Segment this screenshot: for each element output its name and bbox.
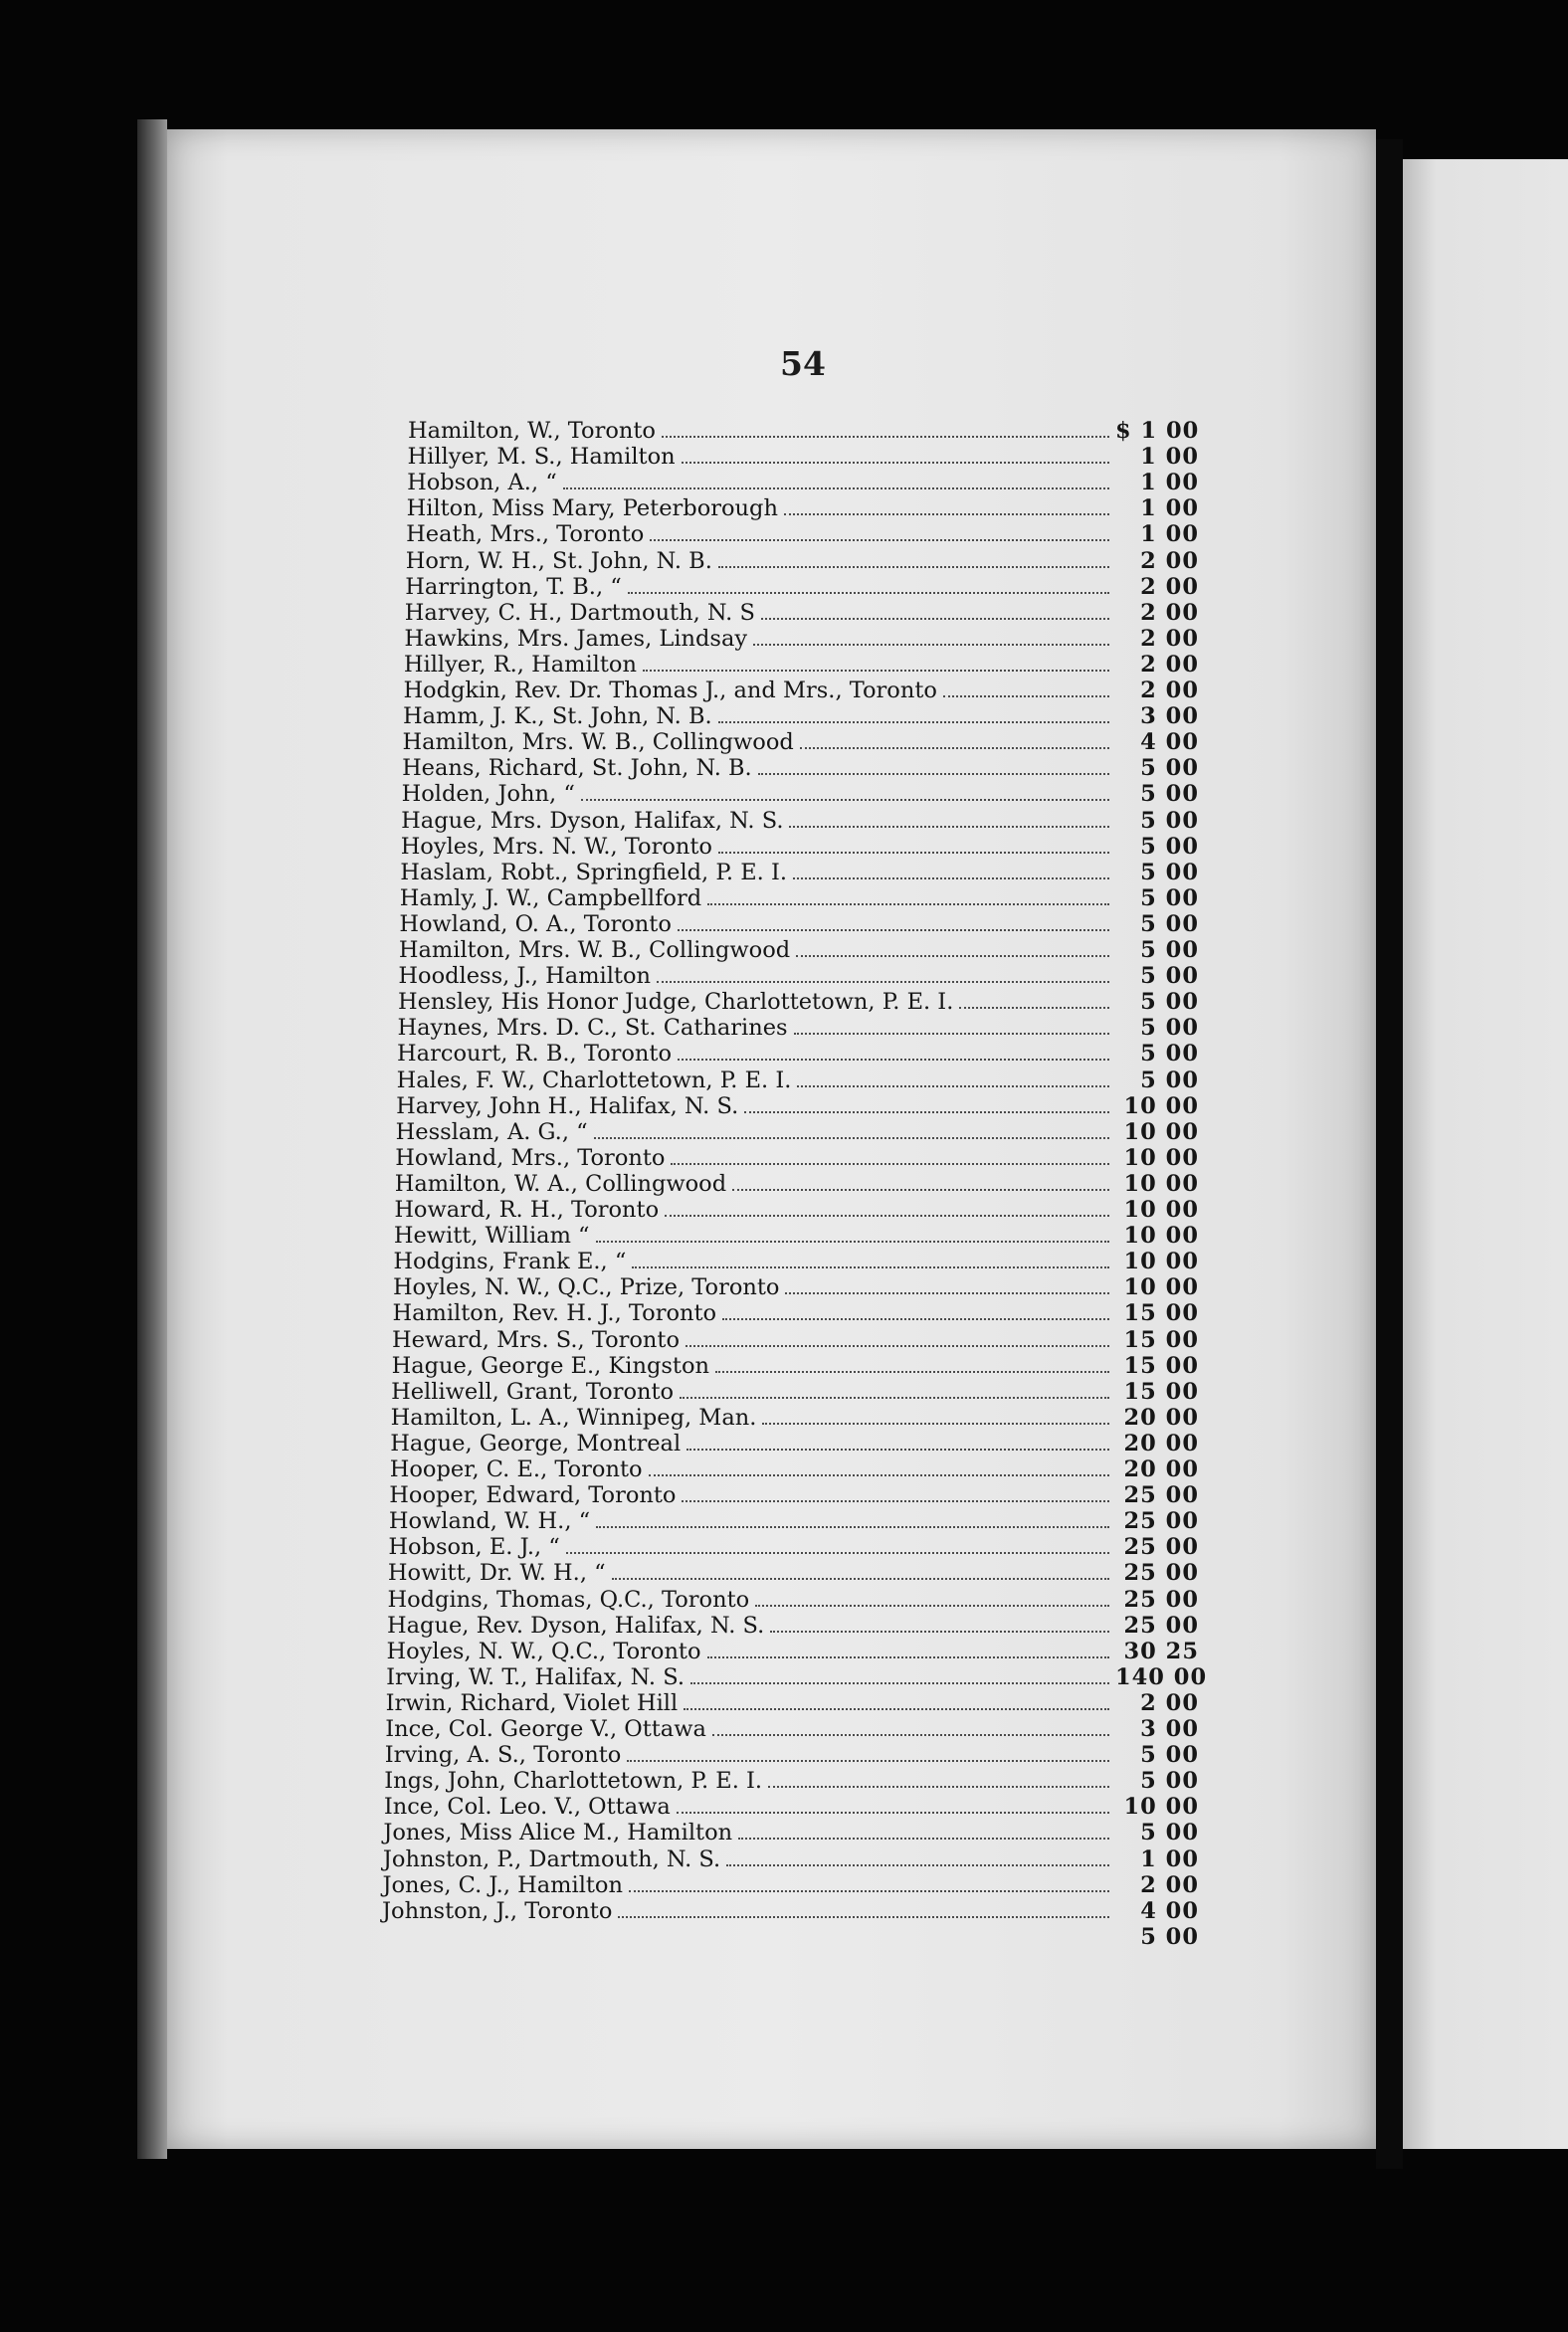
list-item [404, 626, 1199, 652]
donor-name: Heath, Mrs., Toronto [406, 521, 645, 548]
list-item [396, 1119, 1199, 1145]
donor-name: Howland, O. A., Toronto [399, 910, 672, 937]
donor-name: Hooper, Edward, Toronto [389, 1482, 677, 1509]
dot-leader [755, 1605, 1109, 1607]
donation-amount: 20 00 [1123, 1404, 1199, 1431]
dot-leader [682, 462, 1109, 464]
list-item [385, 1742, 1199, 1768]
donor-name: Howard, R. H., Toronto [394, 1197, 660, 1223]
dot-leader [797, 1085, 1109, 1087]
donation-amount: 10 00 [1123, 1197, 1199, 1223]
dot-leader [612, 1578, 1109, 1580]
donor-name: Haynes, Mrs. D. C., St. Catharines [397, 1015, 788, 1042]
dot-leader [671, 1163, 1109, 1165]
dot-leader [657, 981, 1109, 983]
dot-leader [793, 877, 1109, 879]
list-item [398, 963, 1199, 989]
list-item [390, 1457, 1199, 1482]
list-item [389, 1508, 1199, 1534]
list-item [407, 470, 1199, 495]
donor-name: Irving, W. T., Halifax, N. S. [386, 1663, 685, 1690]
list-item [399, 911, 1199, 937]
donation-amount: 2 00 [1140, 1689, 1199, 1716]
list-item [384, 1794, 1199, 1820]
dot-leader [690, 1682, 1109, 1684]
donation-amount: 5 00 [1140, 1041, 1199, 1068]
dot-leader [678, 1059, 1109, 1061]
donation-amount: 10 00 [1123, 1794, 1199, 1821]
dot-leader [643, 670, 1109, 672]
list-item [405, 574, 1199, 600]
donation-amount: 5 00 [1140, 1742, 1199, 1769]
donation-amount: 5 00 [1140, 989, 1199, 1016]
donation-amount: 10 00 [1123, 1223, 1199, 1250]
donation-amount: 30 25 [1123, 1638, 1199, 1664]
donation-amount: 4 00 [1140, 1897, 1199, 1924]
dot-leader [632, 1266, 1109, 1268]
list-item [387, 1639, 1199, 1664]
dot-leader [789, 826, 1109, 828]
dot-leader [722, 1318, 1109, 1320]
dot-leader [753, 644, 1109, 646]
donation-amount: 5 00 [1140, 884, 1199, 911]
donation-amount: 5 00 [1140, 1768, 1199, 1795]
donor-name: Hobson, E. J., “ [388, 1534, 560, 1561]
list-item [399, 937, 1199, 963]
donation-amount: 15 00 [1123, 1300, 1199, 1327]
dot-leader [768, 1786, 1109, 1788]
donor-name: Hobson, A., “ [407, 470, 557, 496]
dot-leader [581, 799, 1109, 801]
list-item [398, 989, 1199, 1015]
page-number: 54 [780, 344, 826, 383]
list-item [403, 678, 1199, 703]
list-item [388, 1534, 1199, 1560]
list-item [392, 1300, 1199, 1326]
list-item [391, 1379, 1199, 1405]
list-item [394, 1197, 1199, 1223]
dot-leader [732, 1189, 1109, 1191]
list-item [403, 729, 1199, 755]
donor-name: Howitt, Dr. W. H., “ [387, 1560, 606, 1587]
donor-name: Haslam, Robt., Springfield, P. E. I. [400, 859, 787, 885]
donation-amount: 5 00 [1140, 1015, 1199, 1042]
list-item [405, 600, 1199, 626]
donation-amount: 2 00 [1140, 1871, 1199, 1898]
donor-name: Harcourt, R. B., Toronto [397, 1041, 673, 1068]
dot-leader [662, 436, 1109, 438]
list-item [395, 1171, 1199, 1197]
donor-name: Howland, Mrs., Toronto [395, 1144, 666, 1171]
list-item [407, 495, 1199, 521]
list-item [398, 1015, 1199, 1041]
donation-amount: 5 00 [1140, 1923, 1199, 1950]
donor-name: Ince, Col. Leo. V., Ottawa [383, 1794, 671, 1821]
donation-amount: 25 00 [1123, 1560, 1199, 1587]
donation-amount: 2 00 [1140, 547, 1199, 574]
donor-name: Hague, Rev. Dyson, Halifax, N. S. [387, 1612, 765, 1639]
donor-name: Hoyles, Mrs. N. W., Toronto [400, 833, 712, 860]
donor-name: Hesslam, A. G., “ [395, 1118, 588, 1145]
donor-name: Heans, Richard, St. John, N. B. [402, 755, 752, 782]
donation-amount: 5 00 [1140, 1067, 1199, 1093]
donor-name: Hawkins, Mrs. James, Lindsay [404, 625, 748, 652]
donation-amount: 1 00 [1140, 495, 1199, 522]
donation-amount: 10 00 [1123, 1144, 1199, 1171]
list-item [392, 1327, 1199, 1353]
donor-name: Johnston, J., Toronto [382, 1897, 613, 1924]
donation-amount: 1 00 [1140, 521, 1199, 548]
dot-leader [618, 1916, 1109, 1918]
dot-leader [761, 618, 1109, 620]
dot-leader [718, 852, 1109, 854]
donor-name: Johnston, P., Dartmouth, N. S. [382, 1846, 721, 1872]
donor-name: Irving, A. S., Toronto [384, 1742, 622, 1769]
dot-leader [594, 1137, 1109, 1139]
donor-name: Hague, George, Montreal [390, 1430, 682, 1457]
list-item [394, 1223, 1199, 1249]
list-item [402, 781, 1199, 807]
list-item [383, 1846, 1199, 1872]
donor-name: Hague, Mrs. Dyson, Halifax, N. S. [401, 807, 784, 834]
donation-amount: 3 00 [1140, 1716, 1199, 1742]
donation-amount: 140 00 [1114, 1663, 1208, 1690]
donor-name: Jones, C. J., Hamilton [382, 1871, 623, 1898]
dot-leader [566, 1552, 1109, 1554]
donor-name: Horn, W. H., St. John, N. B. [405, 547, 712, 574]
dot-leader [628, 592, 1109, 594]
donor-name: Hamly, J. W., Campbellford [399, 884, 702, 911]
donation-amount: 10 00 [1123, 1092, 1199, 1119]
dot-leader [800, 747, 1109, 749]
dot-leader [785, 1292, 1109, 1294]
list-item [392, 1353, 1199, 1379]
donation-amount: 1 00 [1140, 470, 1199, 496]
donor-name: Hoyles, N. W., Q.C., Prize, Toronto [392, 1274, 780, 1301]
donor-name: Hensley, His Honor Judge, Charlottetown, P. E. I. [397, 989, 954, 1016]
dot-leader [596, 1526, 1109, 1528]
donor-name: Irwin, Richard, Violet Hill [385, 1689, 679, 1716]
donor-name: Hamilton, L. A., Winnipeg, Man. [390, 1404, 757, 1431]
donor-name: Ince, Col. George V., Ottawa [385, 1716, 706, 1742]
donation-amount: 20 00 [1123, 1457, 1199, 1482]
donor-name: Hamm, J. K., St. John, N. B. [402, 703, 712, 730]
donor-name: Howland, W. H., “ [388, 1508, 591, 1535]
list-item [387, 1613, 1199, 1639]
list-item [389, 1482, 1199, 1508]
donor-name: Heward, Mrs. S., Toronto [392, 1326, 681, 1353]
dot-leader [707, 903, 1109, 905]
dot-leader [943, 695, 1109, 697]
donor-name: Hewitt, William “ [393, 1223, 590, 1250]
dot-leader [629, 1890, 1109, 1892]
dot-leader [649, 1474, 1109, 1476]
donation-amount: 25 00 [1123, 1586, 1199, 1613]
donation-amount: 2 00 [1140, 573, 1199, 600]
donation-amount: 2 00 [1140, 651, 1199, 678]
donor-name: Hillyer, M. S., Hamilton [407, 444, 676, 471]
list-item [401, 834, 1199, 860]
donor-name: Hamilton, Mrs. W. B., Collingwood [402, 729, 794, 756]
dot-leader [563, 487, 1109, 489]
dot-leader [627, 1760, 1109, 1762]
list-item [391, 1405, 1199, 1431]
list-item [388, 1560, 1199, 1586]
donation-amount: 25 00 [1123, 1534, 1199, 1561]
donation-amount: 5 00 [1140, 1820, 1199, 1846]
donation-amount: 5 00 [1140, 937, 1199, 963]
dot-leader [959, 1007, 1109, 1009]
donation-amount: 2 00 [1140, 625, 1199, 652]
donor-name: Hamilton, W. A., Collingwood [394, 1170, 727, 1197]
dot-leader [650, 539, 1109, 541]
donor-name: Harrington, T. B., “ [405, 573, 622, 600]
donation-amount: 15 00 [1123, 1326, 1199, 1353]
donation-amount: 10 00 [1123, 1118, 1199, 1145]
dot-leader [718, 721, 1109, 723]
dot-leader [784, 513, 1109, 515]
list-item [378, 1924, 1199, 1950]
donation-amount: 5 00 [1140, 781, 1199, 808]
donation-amount: 25 00 [1123, 1612, 1199, 1639]
list-item [402, 755, 1199, 781]
dot-leader [686, 1345, 1109, 1347]
donation-amount: 5 00 [1140, 963, 1199, 990]
list-item [386, 1690, 1199, 1716]
donation-amount: 4 00 [1140, 729, 1199, 756]
donation-amount: $ 1 00 [1115, 418, 1200, 444]
list-item [387, 1587, 1199, 1613]
donor-name: Harvey, John H., Halifax, N. S. [396, 1092, 739, 1119]
donation-amount: 15 00 [1123, 1352, 1199, 1379]
dot-leader [762, 1423, 1109, 1425]
donation-amount: 2 00 [1140, 599, 1199, 626]
dot-leader [680, 1397, 1109, 1399]
dot-leader [796, 955, 1109, 957]
donor-name: Harvey, C. H., Dartmouth, N. S [404, 599, 755, 626]
list-item [406, 521, 1199, 547]
list-item [393, 1249, 1199, 1274]
donation-amount: 5 00 [1140, 807, 1199, 834]
dot-leader [738, 1838, 1109, 1840]
dot-leader [718, 566, 1109, 568]
donor-name: Hooper, C. E., Toronto [389, 1457, 643, 1482]
donor-name: Holden, John, “ [401, 781, 575, 808]
donor-name: Hoodless, J., Hamilton [398, 963, 652, 990]
list-item [400, 860, 1199, 885]
dot-leader [794, 1033, 1109, 1035]
list-item [401, 808, 1199, 834]
donation-amount: 20 00 [1123, 1430, 1199, 1457]
donor-name: Hoyles, N. W., Q.C., Toronto [386, 1638, 701, 1664]
list-item [396, 1093, 1199, 1119]
donation-amount: 1 00 [1140, 444, 1199, 471]
dot-leader [682, 1500, 1109, 1502]
donor-name: Hamilton, Mrs. W. B., Collingwood [398, 937, 791, 963]
dot-leader [726, 1864, 1109, 1866]
donation-amount: 10 00 [1123, 1274, 1199, 1301]
list-item [395, 1145, 1199, 1171]
donor-name: Ings, John, Charlottetown, P. E. I. [384, 1768, 763, 1795]
list-item [383, 1820, 1199, 1846]
list-item [400, 885, 1199, 911]
dot-leader [758, 773, 1109, 775]
donation-amount: 10 00 [1123, 1170, 1199, 1197]
list-item [404, 652, 1199, 678]
list-item [397, 1068, 1199, 1093]
list-item [397, 1041, 1199, 1067]
dot-leader [707, 1656, 1109, 1658]
dot-leader [678, 929, 1109, 931]
donation-amount: 1 00 [1140, 1846, 1199, 1872]
dot-leader [712, 1734, 1109, 1736]
donor-name: Helliwell, Grant, Toronto [391, 1378, 675, 1405]
list-item [403, 703, 1199, 729]
dot-leader [684, 1708, 1109, 1710]
dot-leader [686, 1449, 1109, 1451]
donation-amount: 25 00 [1123, 1482, 1199, 1509]
donation-amount: 25 00 [1123, 1508, 1199, 1535]
dot-leader [744, 1111, 1109, 1113]
donor-name: Hodgkin, Rev. Dr. Thomas J., and Mrs., Toronto [403, 678, 937, 703]
list-item [382, 1898, 1199, 1924]
dot-leader [665, 1215, 1109, 1217]
donor-name: Hamilton, Rev. H. J., Toronto [392, 1300, 717, 1327]
list-item [408, 418, 1199, 444]
donor-name: Hamilton, W., Toronto [408, 418, 656, 444]
dot-leader [715, 1371, 1109, 1373]
donation-amount: 5 00 [1140, 859, 1199, 885]
donor-name: Hillyer, R., Hamilton [403, 651, 637, 678]
donor-name: Jones, Miss Alice M., Hamilton [383, 1820, 733, 1846]
donation-amount: 3 00 [1140, 703, 1199, 730]
list-item [393, 1274, 1199, 1300]
dot-leader [596, 1241, 1109, 1243]
list-item [386, 1663, 1208, 1690]
list-item [406, 548, 1199, 574]
list-item [385, 1716, 1199, 1742]
list-item [384, 1768, 1199, 1794]
dot-leader [677, 1812, 1109, 1814]
list-item [390, 1431, 1199, 1457]
dot-leader [770, 1631, 1109, 1633]
donation-amount: 2 00 [1140, 678, 1199, 703]
list-item [382, 1872, 1199, 1898]
list-item [408, 444, 1199, 470]
donor-name: Hague, George E., Kingston [391, 1352, 709, 1379]
donation-amount: 10 00 [1123, 1249, 1199, 1275]
donation-amount: 5 00 [1140, 910, 1199, 937]
donor-name: Hilton, Miss Mary, Peterborough [406, 495, 778, 522]
donation-amount: 5 00 [1140, 755, 1199, 782]
donation-amount: 15 00 [1123, 1378, 1199, 1405]
donation-amount: 5 00 [1140, 833, 1199, 860]
donor-name: Hodgins, Thomas, Q.C., Toronto [387, 1586, 750, 1613]
donor-name: Hales, F. W., Charlottetown, P. E. I. [396, 1067, 792, 1093]
donor-name: Hodgins, Frank E., “ [393, 1249, 627, 1275]
